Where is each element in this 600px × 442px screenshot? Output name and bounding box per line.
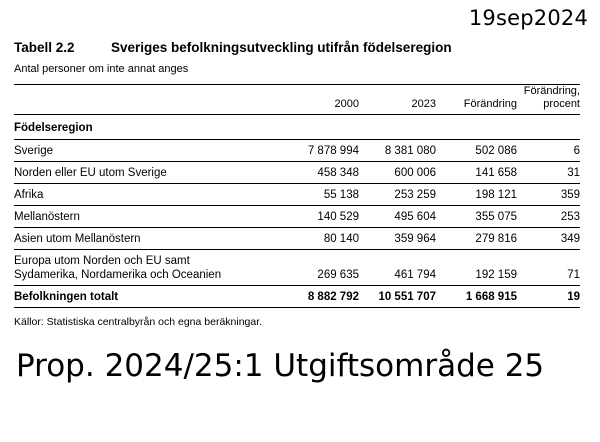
cell-2000: 7 878 994: [267, 140, 359, 162]
footer-caption: Prop. 2024/25:1 Utgiftsområde 25: [16, 348, 545, 384]
total-change: 1 668 915: [436, 286, 517, 308]
cell-percent: 359: [517, 184, 580, 206]
cell-region: Afrika: [14, 184, 267, 206]
header-2000: 2000: [334, 98, 359, 110]
total-2000: 8 882 792: [267, 286, 359, 308]
header-change-percent: [517, 85, 580, 115]
total-2023: 10 551 707: [359, 286, 436, 308]
cell-region: Sverige: [14, 140, 267, 162]
section-label: Födelseregion: [14, 115, 580, 140]
header-change-percent-line2: procent: [543, 98, 580, 110]
cell-region: Mellanöstern: [14, 206, 267, 228]
cell-change: 502 086: [436, 140, 517, 162]
table-heading: [14, 40, 452, 55]
date-stamp: 19sep2024: [468, 6, 588, 30]
cell-region-line2: Sydamerika, Nordamerika och Oceanien: [14, 269, 222, 281]
table-title: Sveriges befolkningsutveckling utifrån födelseregion: [111, 40, 452, 55]
cell-2023: 461 794: [359, 250, 436, 286]
cell-change: 198 121: [436, 184, 517, 206]
total-row: [14, 286, 580, 308]
table-row: [14, 206, 580, 228]
cell-region: Norden eller EU utom Sverige: [14, 162, 267, 184]
table-row: [14, 162, 580, 184]
table-row: [14, 250, 580, 286]
cell-2000: 80 140: [267, 228, 359, 250]
cell-region: Asien utom Mellanöstern: [14, 228, 267, 250]
table-subtitle: Antal personer om inte annat anges: [14, 63, 189, 75]
cell-percent: 253: [517, 206, 580, 228]
cell-change: 355 075: [436, 206, 517, 228]
cell-2023: 253 259: [359, 184, 436, 206]
cell-region-line1: Europa utom Norden och EU samt: [14, 255, 190, 267]
cell-2023: 600 006: [359, 162, 436, 184]
cell-2000: 269 635: [267, 250, 359, 286]
table-header-row: [14, 85, 580, 115]
cell-2000: 140 529: [267, 206, 359, 228]
header-change: Förändring: [463, 98, 517, 110]
cell-change: 141 658: [436, 162, 517, 184]
header-region: [14, 85, 267, 115]
cell-2023: 8 381 080: [359, 140, 436, 162]
cell-change: 279 816: [436, 228, 517, 250]
cell-2023: 495 604: [359, 206, 436, 228]
header-2023: 2023: [411, 98, 436, 110]
cell-percent: 31: [517, 162, 580, 184]
cell-percent: 349: [517, 228, 580, 250]
section-row: [14, 115, 580, 140]
cell-2000: 55 138: [267, 184, 359, 206]
cell-2000: 458 348: [267, 162, 359, 184]
table-row: [14, 140, 580, 162]
total-percent: 19: [517, 286, 580, 308]
header-change-percent-line1: Förändring,: [523, 85, 580, 97]
table-row: [14, 184, 580, 206]
cell-percent: 71: [517, 250, 580, 286]
table-label: Tabell 2.2: [14, 40, 75, 55]
cell-2023: 359 964: [359, 228, 436, 250]
cell-region: [14, 250, 267, 286]
cell-percent: 6: [517, 140, 580, 162]
cell-change: 192 159: [436, 250, 517, 286]
total-label: Befolkningen totalt: [14, 286, 267, 308]
population-table: [14, 84, 580, 308]
table-source: Källor: Statistiska centralbyrån och egna beräkningar.: [14, 316, 263, 328]
table-row: [14, 228, 580, 250]
